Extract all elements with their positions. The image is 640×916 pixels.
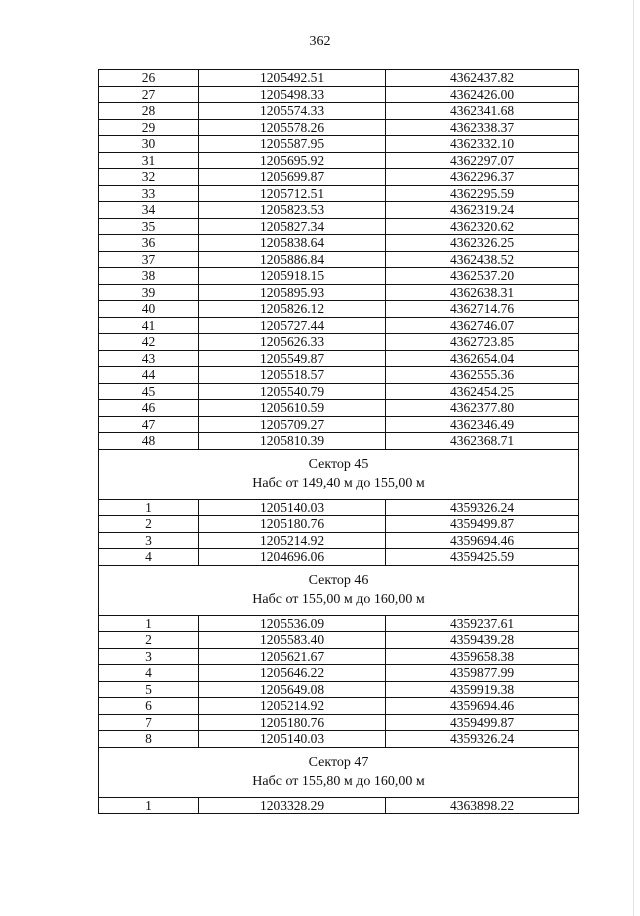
page-number: 362 <box>309 34 331 49</box>
table-row <box>99 632 579 649</box>
point-number-cell: 30 <box>99 136 199 153</box>
y-coordinate-cell: 4362426.00 <box>386 86 579 103</box>
y-coordinate-cell: 4362437.82 <box>386 70 579 87</box>
x-coordinate-cell: 1205180.76 <box>199 714 386 731</box>
y-coordinate-cell: 4359499.87 <box>386 516 579 533</box>
x-coordinate-cell: 1205214.92 <box>199 698 386 715</box>
sector-header-row <box>99 565 579 615</box>
point-number-cell: 26 <box>99 70 199 87</box>
sector-title: Сектор 47 <box>308 755 369 770</box>
point-number-cell: 2 <box>99 516 199 533</box>
point-number-cell: 3 <box>99 648 199 665</box>
y-coordinate-cell: 4359326.24 <box>386 499 579 516</box>
y-coordinate-cell: 4359658.38 <box>386 648 579 665</box>
x-coordinate-cell: 1205140.03 <box>199 499 386 516</box>
y-coordinate-cell: 4362320.62 <box>386 218 579 235</box>
x-coordinate-cell: 1205827.34 <box>199 218 386 235</box>
point-number-cell: 43 <box>99 350 199 367</box>
point-number-cell: 29 <box>99 119 199 136</box>
x-coordinate-cell: 1205646.22 <box>199 665 386 682</box>
table-row <box>99 665 579 682</box>
y-coordinate-cell: 4363898.22 <box>386 797 579 814</box>
point-number-cell: 3 <box>99 532 199 549</box>
x-coordinate-cell: 1205838.64 <box>199 235 386 252</box>
y-coordinate-cell: 4362438.52 <box>386 251 579 268</box>
point-number-cell: 7 <box>99 714 199 731</box>
point-number-cell: 6 <box>99 698 199 715</box>
x-coordinate-cell: 1205549.87 <box>199 350 386 367</box>
table-row <box>99 70 579 87</box>
point-number-cell: 1 <box>99 797 199 814</box>
x-coordinate-cell: 1205621.67 <box>199 648 386 665</box>
table-row <box>99 714 579 731</box>
x-coordinate-cell: 1203328.29 <box>199 797 386 814</box>
x-coordinate-cell: 1205140.03 <box>199 731 386 748</box>
y-coordinate-cell: 4362723.85 <box>386 334 579 351</box>
x-coordinate-cell: 1205699.87 <box>199 169 386 186</box>
sector-title: Сектор 46 <box>308 573 369 588</box>
point-number-cell: 2 <box>99 632 199 649</box>
point-number-cell: 36 <box>99 235 199 252</box>
point-number-cell: 38 <box>99 268 199 285</box>
table-row <box>99 797 579 814</box>
table-row <box>99 202 579 219</box>
point-number-cell: 28 <box>99 103 199 120</box>
table-row <box>99 698 579 715</box>
point-number-cell: 37 <box>99 251 199 268</box>
point-number-cell: 27 <box>99 86 199 103</box>
sector-header-cell <box>99 449 579 499</box>
point-number-cell: 39 <box>99 284 199 301</box>
x-coordinate-cell: 1205886.84 <box>199 251 386 268</box>
table-row <box>99 185 579 202</box>
table-row <box>99 235 579 252</box>
x-coordinate-cell: 1205540.79 <box>199 383 386 400</box>
point-number-cell: 46 <box>99 400 199 417</box>
y-coordinate-cell: 4362714.76 <box>386 301 579 318</box>
x-coordinate-cell: 1205578.26 <box>199 119 386 136</box>
sector-title: Сектор 45 <box>308 457 369 472</box>
table-row <box>99 350 579 367</box>
y-coordinate-cell: 4362368.71 <box>386 433 579 450</box>
table-row <box>99 648 579 665</box>
y-coordinate-cell: 4359237.61 <box>386 615 579 632</box>
point-number-cell: 45 <box>99 383 199 400</box>
y-coordinate-cell: 4362326.25 <box>386 235 579 252</box>
point-number-cell: 48 <box>99 433 199 450</box>
point-number-cell: 34 <box>99 202 199 219</box>
point-number-cell: 31 <box>99 152 199 169</box>
point-number-cell: 32 <box>99 169 199 186</box>
point-number-cell: 5 <box>99 681 199 698</box>
y-coordinate-cell: 4362654.04 <box>386 350 579 367</box>
y-coordinate-cell: 4362746.07 <box>386 317 579 334</box>
table-row <box>99 367 579 384</box>
table-row <box>99 103 579 120</box>
sector-height-range: Набс от 149,40 м до 155,00 м <box>252 476 425 491</box>
x-coordinate-cell: 1205649.08 <box>199 681 386 698</box>
point-number-cell: 33 <box>99 185 199 202</box>
point-number-cell: 42 <box>99 334 199 351</box>
x-coordinate-cell: 1205492.51 <box>199 70 386 87</box>
table-row <box>99 119 579 136</box>
y-coordinate-cell: 4362638.31 <box>386 284 579 301</box>
y-coordinate-cell: 4362454.25 <box>386 383 579 400</box>
y-coordinate-cell: 4362537.20 <box>386 268 579 285</box>
table-row <box>99 86 579 103</box>
y-coordinate-cell: 4362332.10 <box>386 136 579 153</box>
point-number-cell: 4 <box>99 549 199 566</box>
x-coordinate-cell: 1205810.39 <box>199 433 386 450</box>
table-row <box>99 268 579 285</box>
table-row <box>99 284 579 301</box>
y-coordinate-cell: 4362295.59 <box>386 185 579 202</box>
y-coordinate-cell: 4362319.24 <box>386 202 579 219</box>
table-row <box>99 499 579 516</box>
point-number-cell: 35 <box>99 218 199 235</box>
y-coordinate-cell: 4359694.46 <box>386 698 579 715</box>
point-number-cell: 8 <box>99 731 199 748</box>
coordinates-table <box>98 69 579 814</box>
sector-header-cell <box>99 565 579 615</box>
y-coordinate-cell: 4362346.49 <box>386 416 579 433</box>
x-coordinate-cell: 1205498.33 <box>199 86 386 103</box>
y-coordinate-cell: 4359425.59 <box>386 549 579 566</box>
y-coordinate-cell: 4359499.87 <box>386 714 579 731</box>
x-coordinate-cell: 1205712.51 <box>199 185 386 202</box>
x-coordinate-cell: 1205214.92 <box>199 532 386 549</box>
x-coordinate-cell: 1205918.15 <box>199 268 386 285</box>
table-row <box>99 681 579 698</box>
x-coordinate-cell: 1205695.92 <box>199 152 386 169</box>
x-coordinate-cell: 1205709.27 <box>199 416 386 433</box>
x-coordinate-cell: 1205823.53 <box>199 202 386 219</box>
point-number-cell: 1 <box>99 499 199 516</box>
table-row <box>99 169 579 186</box>
point-number-cell: 40 <box>99 301 199 318</box>
table-row <box>99 416 579 433</box>
x-coordinate-cell: 1205587.95 <box>199 136 386 153</box>
table-row <box>99 136 579 153</box>
sector-height-range: Набс от 155,00 м до 160,00 м <box>252 592 425 607</box>
table-row <box>99 317 579 334</box>
point-number-cell: 4 <box>99 665 199 682</box>
y-coordinate-cell: 4359694.46 <box>386 532 579 549</box>
scan-edge-line <box>633 0 634 916</box>
y-coordinate-cell: 4359326.24 <box>386 731 579 748</box>
point-number-cell: 47 <box>99 416 199 433</box>
y-coordinate-cell: 4362297.07 <box>386 152 579 169</box>
y-coordinate-cell: 4362341.68 <box>386 103 579 120</box>
table-row <box>99 549 579 566</box>
table-row <box>99 383 579 400</box>
table-row <box>99 334 579 351</box>
point-number-cell: 41 <box>99 317 199 334</box>
point-number-cell: 44 <box>99 367 199 384</box>
y-coordinate-cell: 4359439.28 <box>386 632 579 649</box>
table-row <box>99 400 579 417</box>
point-number-cell: 1 <box>99 615 199 632</box>
x-coordinate-cell: 1205895.93 <box>199 284 386 301</box>
table-row <box>99 218 579 235</box>
table-row <box>99 301 579 318</box>
x-coordinate-cell: 1205180.76 <box>199 516 386 533</box>
table-body <box>99 70 579 814</box>
y-coordinate-cell: 4362296.37 <box>386 169 579 186</box>
x-coordinate-cell: 1205536.09 <box>199 615 386 632</box>
x-coordinate-cell: 1205574.33 <box>199 103 386 120</box>
y-coordinate-cell: 4362338.37 <box>386 119 579 136</box>
x-coordinate-cell: 1205727.44 <box>199 317 386 334</box>
sector-height-range: Набс от 155,80 м до 160,00 м <box>252 774 425 789</box>
x-coordinate-cell: 1205610.59 <box>199 400 386 417</box>
x-coordinate-cell: 1205626.33 <box>199 334 386 351</box>
table-row <box>99 532 579 549</box>
y-coordinate-cell: 4362377.80 <box>386 400 579 417</box>
x-coordinate-cell: 1205826.12 <box>199 301 386 318</box>
y-coordinate-cell: 4359919.38 <box>386 681 579 698</box>
table-row <box>99 433 579 450</box>
table-row <box>99 516 579 533</box>
y-coordinate-cell: 4362555.36 <box>386 367 579 384</box>
y-coordinate-cell: 4359877.99 <box>386 665 579 682</box>
table-row <box>99 615 579 632</box>
sector-header-row <box>99 449 579 499</box>
x-coordinate-cell: 1204696.06 <box>199 549 386 566</box>
table-row <box>99 251 579 268</box>
x-coordinate-cell: 1205583.40 <box>199 632 386 649</box>
sector-header-cell <box>99 747 579 797</box>
table-row <box>99 152 579 169</box>
table-row <box>99 731 579 748</box>
sector-header-row <box>99 747 579 797</box>
x-coordinate-cell: 1205518.57 <box>199 367 386 384</box>
